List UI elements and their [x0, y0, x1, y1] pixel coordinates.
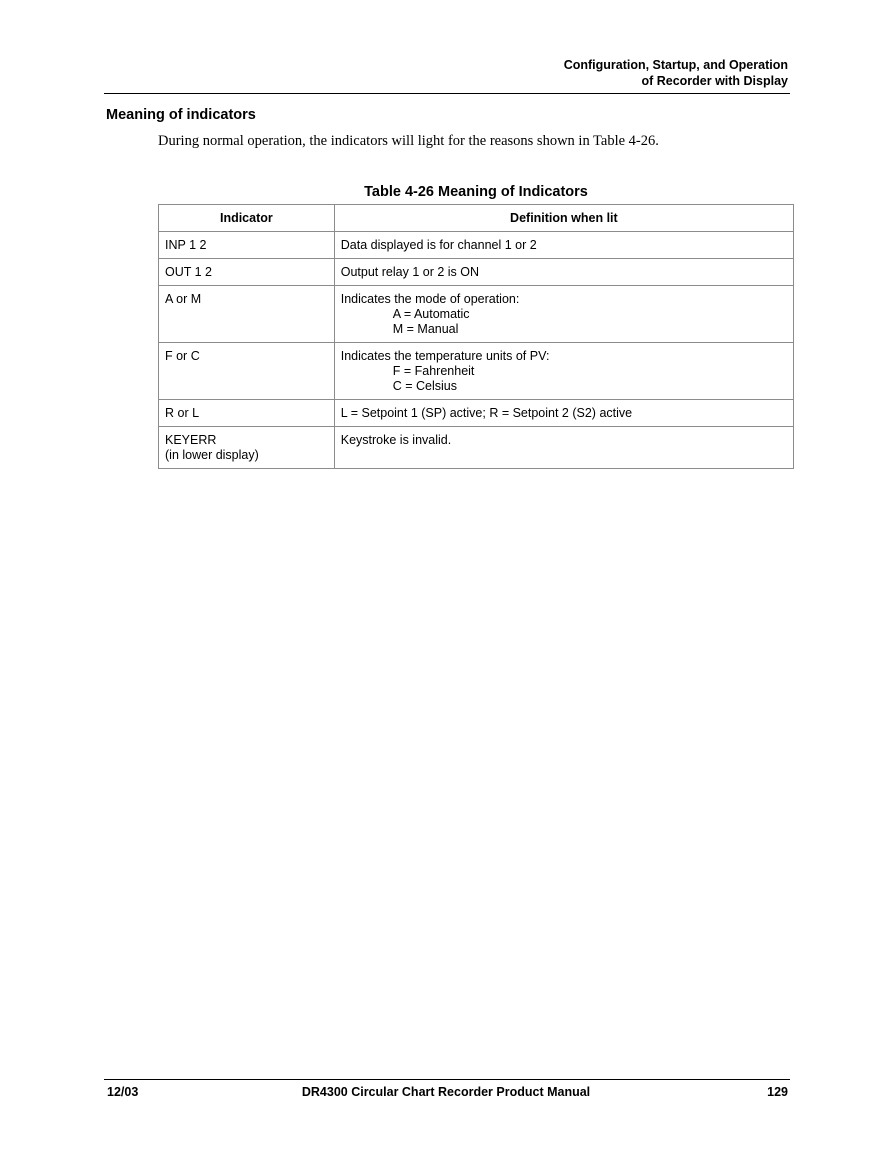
definition-text: Keystroke is invalid. [340, 433, 452, 447]
footer-page-number: 129 [767, 1085, 788, 1099]
footer-rule [104, 1079, 790, 1080]
table-body [159, 232, 794, 469]
section-heading: Meaning of indicators [106, 107, 256, 123]
table-caption: Table 4-26 Meaning of Indicators [364, 184, 588, 200]
definition-cell [334, 232, 793, 259]
definition-subitem: F = Fahrenheit [392, 364, 475, 378]
definition-cell [334, 343, 793, 400]
table-row [159, 400, 794, 427]
table-row [159, 232, 794, 259]
indicator-text: R or L [165, 406, 200, 420]
definition-subitem: C = Celsius [392, 379, 458, 393]
definition-text: Output relay 1 or 2 is ON [340, 265, 480, 279]
indicator-cell [159, 286, 335, 343]
definition-text: Indicates the mode of operation: [340, 292, 520, 306]
footer-title: DR4300 Circular Chart Recorder Product Manual [301, 1085, 591, 1099]
indicator-text: KEYERR [165, 433, 217, 447]
intro-paragraph: During normal operation, the indicators will light for the reasons shown in Table 4-26. [158, 133, 659, 149]
definition-cell [334, 427, 793, 469]
table-row [159, 427, 794, 469]
indicator-text: A or M [165, 292, 202, 306]
column-header-indicator: Indicator [159, 205, 335, 232]
indicator-cell [159, 343, 335, 400]
table-row [159, 286, 794, 343]
indicator-text: INP 1 2 [165, 238, 207, 252]
running-header [288, 57, 788, 89]
definition-cell [334, 286, 793, 343]
definition-text: L = Setpoint 1 (SP) active; R = Setpoint 2 (S2) active [340, 406, 633, 420]
definition-cell [334, 259, 793, 286]
running-header-line-2: of Recorder with Display [641, 74, 788, 88]
definition-subitem: A = Automatic [392, 307, 470, 321]
column-header-definition: Definition when lit [334, 205, 793, 232]
table-row [159, 259, 794, 286]
indicator-text: F or C [165, 349, 200, 363]
footer-date: 12/03 [107, 1085, 139, 1099]
indicator-cell [159, 400, 335, 427]
definition-text: Indicates the temperature units of PV: [340, 349, 550, 363]
definition-text: Data displayed is for channel 1 or 2 [340, 238, 537, 252]
indicator-text: OUT 1 2 [165, 265, 213, 279]
indicator-cell [159, 427, 335, 469]
definition-cell [334, 400, 793, 427]
running-header-line-1: Configuration, Startup, and Operation [563, 58, 788, 72]
table-row [159, 343, 794, 400]
indicator-cell [159, 259, 335, 286]
indicator-cell [159, 232, 335, 259]
table-header-row [159, 205, 794, 232]
indicators-table [158, 204, 794, 469]
definition-subitem: M = Manual [392, 322, 459, 336]
indicator-text: (in lower display) [165, 448, 259, 462]
header-rule [104, 93, 790, 94]
